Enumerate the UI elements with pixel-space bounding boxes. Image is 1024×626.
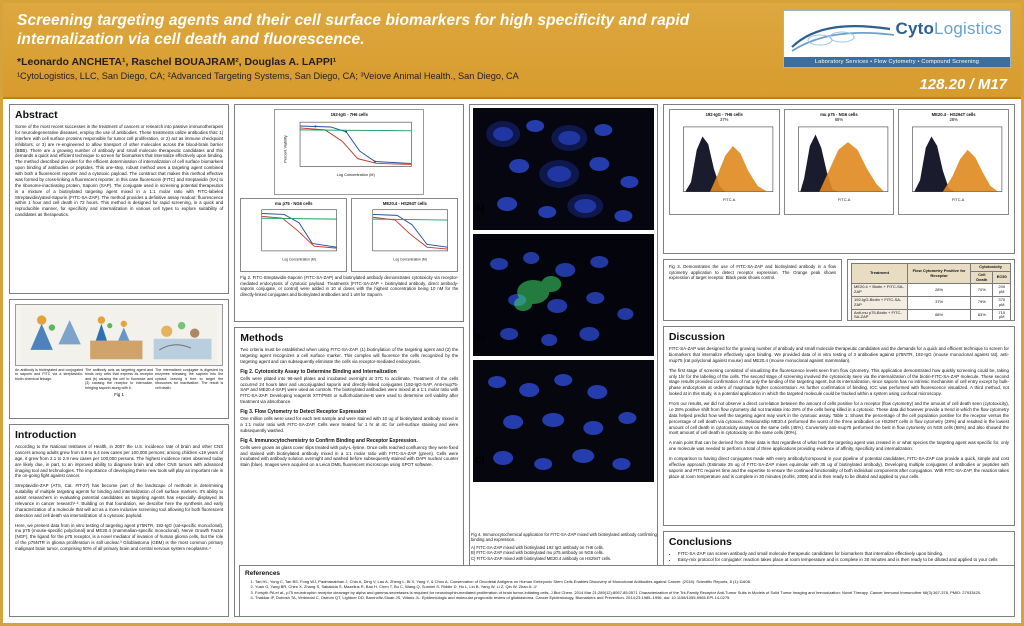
author-list: *Leonardo ANCHETA¹, Raschel BOUAJRAM², Douglas A. LAPPI¹ <box>17 55 337 68</box>
table-cell-flow: 28% <box>908 284 971 297</box>
methods-intro: Two criteria must be established when using FITC-SA-ZAP. (1) biotinylation of the targeting agent and (2) the targeting agent recognizes a cell surface marker. This complex will fluoresce the cells recognized by the targeting agent and can subsequently eliminate the cells via receptor-mediated endocytosis. <box>240 347 459 364</box>
methods-item-2-title: Fig 3. Flow Cytometry to Detect Receptor Expression <box>240 409 367 415</box>
introduction-p1: According to the National Institutes of Health, in 2007 the U.S. incidence rate of brain and other CNS cancers among adults grew from 5.9 to 6.4 new cases per 100,000 persons; among children ≤19 years of age, it grew from 2.1 to 2.9 new cases per 100,000 persons. The highest incidence rates observed today are likely due, in part, to an improved ability to diagnose brain and other CNS tumors with advanced imaging tool and technologies. The importance of developing these new tools will play an important role in the on-going fight against cancer. <box>15 444 224 479</box>
figure-2-caption: Fig 2. FITC-Streptavidin-Saporin (FITC-SA-ZAP) and biotinylated antibody demonstrates cytotoxicity via receptor-mediated endocytosis of cytotoxic payload. Treatments (FITC-SA-ZAP + biotinylated antibody, direct antibody-saporin conjugate, or control) were added in 10 ul doses with the highest concentration being 10 nM for the directly-linked conjugates and biotinylated antibodies and 1 uM for Saporin. <box>240 275 459 297</box>
discussion-p5: In comparison to having direct conjugates made with every antibody/compound in your pipeline of potential candidates, FITC-SA-ZAP can provide a quick, simple and cost effective approach (Estimate 25 ug of FITC-SA-ZAP mixes equimolar with 35 ug of biotinylated antibody). Developing multiple conjugates of antibodies or peptides with saporin and FITC requires time and the expertise to ensure the continued functionality of both individual components after conjugation. With FITC-SA-ZAP, the reaction takes place at room temperature and is complete in 30 minutes (Kohls, 2006) and is then ready to be diluted and applied to your cells. <box>668 456 1009 479</box>
methods-item-2-text: One million cells were used for each test sample and were stained with 10 ug of biotinylated antibody mixed in a 1:1 molar ratio with FITC-SA-ZAP. Cells were treated for 1 hr at 4C for cell-surface staining and were subsequently washed. <box>240 416 459 433</box>
conclusions-heading: Conclusions <box>668 536 732 548</box>
table-cell-death: 70% <box>971 284 993 297</box>
table-header-flow: Flow Cytometry Positive for Receptor <box>908 264 971 284</box>
list-item: • FITC-SA-ZAP can screen antibody and small molecule therapeutic candidates for biomarkers that internalize effectively upon binding. <box>678 551 1009 557</box>
methods-item-3-title: Fig 4. Immunocytochemistry to Confirm Binding and Receptor Expression. <box>240 437 418 444</box>
figure-3-caption-box <box>663 259 842 321</box>
figure-2-panel-1 <box>274 109 424 195</box>
affiliation-list: ¹CytoLogistics, LLC, San Diego, CA; ²Advanced Targeting Systems, San Diego, CA; ³Veiove Animal Health., San Diego, CA <box>17 70 519 81</box>
methods-item-1-title: Fig 2. Cytotoxicity Assay to Determine Binding and Internalization <box>240 368 397 375</box>
micrograph-panel-b <box>473 234 653 356</box>
table-cell-treatment: ME20.4 + Biotin + FITC-SA-ZAP <box>852 284 908 297</box>
table-row <box>852 284 1011 297</box>
discussion-p3: From our results, we did not observe a direct correlation between the amount of cells positive for a receptor (flow cytometry) and the amount of cell death seen (cytotoxicity), i.e 28% positive shift from flow cytometry did not translate into 28% of the cells being killed in a cytotoxic. These data did however provide a trend in which the flow cytometry data helped predict how well the targeting agent may work in the cytotoxic assay. Table 1: Shows the percentage of the cell population positive for the receptor versus the percentage of cell death via cytotoxic. Relationship ME20.4 performed the worst of the three antibodies on HS294T cells in flow cytometry (28%) and resulted in the lowest amount of cell death in cytotoxicity assays on the same cells (45%). Conversely anti-mup75 performed the best in flow cytometry on NG6 cells (68%) and also showed the most amount of cell death in cytotoxicity on the same cells (80%). <box>668 401 1009 436</box>
poster-number: 128.20 / M17 <box>919 76 1007 93</box>
list-item: 1. Tan HL, Yong C, Tan BS, Fong WJ, Padmanabhan J, Chin A, Ding V, Lau A, Zheng L, Bi X, Yang Y, & Choo A. Conservation of Oncofetal Antigens on Human Embryonic Stem Cells Enables Discovery of Monoclonal Antibodies against Cancer. (2018). Scientific Reports, 8 (1):11608. <box>255 579 1009 584</box>
column-4 <box>663 104 1015 617</box>
figure-3-panel-2 <box>784 109 895 215</box>
figure-4-item-c: C) FITC-SA-ZAP mixed with biotinylated ME20.4 antibody on HS294T cells. <box>471 555 612 561</box>
results-table <box>851 263 1011 321</box>
figure-3-panel-3-value: 28% <box>949 117 958 123</box>
figure-3-panel-1-title: 192-IgG - 7H6 cells <box>705 112 743 117</box>
figure-2-panel-2-title: mu p75 - NG6 cells <box>275 201 313 206</box>
micrograph-panel-a <box>473 108 653 230</box>
micrograph-panel-c <box>473 360 653 482</box>
table-cell-treatment: Anti-mu p75-Biotin + FITC-SA-ZAP <box>852 309 908 321</box>
svg-text:Percent Viability: Percent Viability <box>283 135 288 163</box>
micrograph-label-b: B) <box>475 333 485 343</box>
results-table-box <box>847 259 1015 321</box>
table-row <box>852 296 1011 309</box>
figure-2-lower-panels <box>240 198 458 272</box>
flow-histogram-1 <box>672 123 777 207</box>
references-section <box>239 565 1015 617</box>
abstract-section <box>9 104 229 294</box>
column-2 <box>234 104 464 617</box>
methods-item-3-text: Cells were grown as glass cover slips treated with poly-L-lysine. Once cells reached confluency they were fixed and stained with biotinylated antibody mixed in a 1:1 molar ratio with FITC-SA-ZAP (green). Cells were incubated with antibody solution overnight and washed before subsequently stained with DAPI nuclear counter stain (blue). Images were acquired on a Leica DMIL fluorescent microscope using SPOT software. <box>240 444 459 468</box>
micrograph-a-image <box>473 108 653 230</box>
list-item: 2. Yuan G, Yang BR, Chen X, Zhang S, Sakakida S, Mazelius R, Bao H, Chen T, Bu C, Wang Q, Sumimi S, Riddle D, Hu L, Lin B, Yang W, Li Z, Qin W, Zhao A. J/ <box>255 584 1009 589</box>
figure-1-image <box>15 304 223 366</box>
svg-text:FITC-A: FITC-A <box>837 197 850 202</box>
table-cell-ec50: 710 pM <box>993 309 1011 321</box>
methods-heading: Methods <box>240 332 284 344</box>
discussion-section <box>663 326 1015 526</box>
table-subheader-ec50: EC50 <box>993 271 1011 284</box>
table-header-cytotoxicity: Cytotoxicity <box>971 264 1011 272</box>
flow-histogram-3 <box>901 123 1006 207</box>
logo-wordmark: CytoLogistics <box>895 19 1002 38</box>
figure-1-label: Fig 1 <box>114 392 124 398</box>
figure-2-panel-3 <box>351 198 458 272</box>
discussion-p1: FITC-SA-ZAP was designed for the growing number of antibody and small molecule therapeutic candidates and the demands for a quick and efficient technique to screen for biomarkers that internalize effectively upon binding. We provided data of in vitro testing of 3 antibodies against p75NTR, 192-IgG (mouse monoclonal against rat), anti-mup75 (rat polyclonal against mouse) and ME20.4 (mouse monoclonal against mammalian). <box>668 346 1009 363</box>
abstract-text: Some of the most recent successes in the treatment of cancers or research into passive immunotherapies for neurodegenerative diseases, employ the use of antibodies. These treatments utilize antibodies that: 1) interfere with cell surface proteins responsible for tumor cell proliferation, or 2) act as immune checkpoint inhibitors, or 3) are re-engineered to allow transport of other molecules across the blood-brain barrier (BBB). There are a growing number of antibody and small molecule therapeutic candidates and this demands a quick and efficient technique to screen for biomarkers that internalize effectively upon binding. The method described provides for the efficient determination of internalization of cell surface biomarkers upon binding of antibodies or peptides. This one-step, robust method uses a targeting agent combined with both a fluorescent reporter and a cytotoxic payload. The construct that makes this method effective was formed by cross-linking a fluorescent reporter, in this case fluorescein (FITC) and streptavidin (SA) to the ribosome-inactivating protein, Saporin (SAP). The conjugate used in screening potential therapeutics is a mixture of a biotinylated targeting agent mixed in a 1:1 molar ratio with FITC-labeled Streptavidin/yated-Saporin (FITC-SA-ZAP). The method provides a definitive assay readout: fluorescence within 1 hour and cell death in 72 hours. This method is designed for rapid screening, in a quick and reproducible manner, for specificity and internalization in various cell types to explore suitability of candidates as therapeutics. <box>15 124 224 218</box>
svg-text:Log Concentration (M): Log Concentration (M) <box>393 257 428 262</box>
figure-3-panel-3 <box>898 109 1009 215</box>
references-list <box>245 579 1009 600</box>
table-cell-death: 83% <box>971 309 993 321</box>
discussion-p2: The first stage of screening consisted of visualizing the fluorescence levels seen from flow cytometry. This application demonstrated how quickly screening could be, taking only 1hr for the labeling of the cells. The second stage of screening involved the cytotoxicity seen via the internalization of the biotin-FITC-SA-ZAP molecule. These second stage results provided confirmation of not only the binding of the targeting agent, but its internalization, since saporin has no intrinsic mechanism of cell entry except by bulk-phase endocytosis at orders of magnitude higher concentration. As further confirmation of binding, ICC was performed with fluorescence visualized. A third method, not looked at in this study, is a potential application in which the targeted molecule could be tracked within a system using confocal microscopy. <box>668 367 1009 397</box>
svg-text:Log Concentration (M): Log Concentration (M) <box>282 257 317 262</box>
figure-4-item-b: B) FITC-SA-ZAP mixed with biotinylated mu p75 antibody on NG6 cells. <box>471 550 604 556</box>
methods-item-1-text: Cells were plated into 96-well plates and incubated overnight at 37C to acclimate. Treatment of the cells occurred 24 hours later and unconjugated saporin and directly-linked conjugates (192-IgG-SAP, Anti-mup75-SAP and ME20.4-SAP) were used as controls. The biotinylated antibodies were mixed at a 1:1 molar ratio with FITC-SA-ZAP. Developing reagents XTT/PMS or sulforhodamine-B were used to determine cell viability after treatment via absorbance. <box>240 375 459 405</box>
figure-3-caption-and-table <box>663 259 1015 321</box>
figure-4-caption-box <box>471 532 657 561</box>
list-item: 3. Forsyth PA et al., p75 neurotrophin receptor cleavage by alpha and gamma-secretases is required for neurotrophin-mediated proliferation of brain tumor-initiating cells. J Biol Chem. 2014 Mar 21;289(12):8067-85.0571 Characterization of the Trk-Family Receptor Anti-Tumor Suits in Models of Solid Tumor Imaging and Immunization: Novel Therapy. Cancer Immunol Immunother 66(3):367-378, PMID: 27933420. <box>255 590 1009 595</box>
poster-header <box>3 3 1021 99</box>
table-cell-flow: 68% <box>908 309 971 321</box>
dose-response-chart-1 <box>277 117 421 183</box>
introduction-p2: Streptavidin-ZAP (ATS, Cat. #IT-27) has become part of the landscape of methods in determining suitability of multiple targeting agents for binding and internalization of cell surface markers. It's ability to assist researchers in evaluating potential candidates as targeting agents has especially displayed its relevance in cancer research¹·². Building on that foundation, we describe here the synthesis and early characterization of a molecule that will act as a more inclusive screening tool allowing for both fluorescent detection and cell death via internalization of a cytotoxic payload. <box>15 483 224 518</box>
flow-histogram-2 <box>787 123 892 207</box>
figure-3-panel-1-value: 37% <box>720 117 729 123</box>
svg-text:FITC-A: FITC-A <box>722 197 736 202</box>
introduction-section <box>9 424 229 617</box>
conjugate-schematic-icon <box>18 307 220 363</box>
dose-response-chart-2 <box>243 206 344 264</box>
figure-2-section <box>234 104 464 322</box>
table-row <box>852 309 1011 321</box>
abstract-heading: Abstract <box>15 109 58 121</box>
figure-4-caption: Fig 4. Immunocytochemical application for FITC-SA-ZAP mixed with biotinylated antibody confirming binding and expression. <box>471 531 657 543</box>
figure-4-item-a: A) FITC-SA-ZAP mixed with biotinylated 192 IgG antibody on 7H6 cells. <box>471 544 604 550</box>
introduction-heading: Introduction <box>15 429 77 441</box>
figure-3-panels <box>669 109 1009 215</box>
micrograph-c-image <box>473 360 653 482</box>
swoosh-icon <box>790 21 910 55</box>
figure-1-caption-c: The internalized conjugate is digested by enzymes releasing the saporin into the cytosol, leaving it free to target the ribosomes for inactivation. The result is cell death. <box>155 368 224 390</box>
list-item: • Easy-mix protocol for conjugate: reaction takes place at room temperature and is complete in 30 minutes and is then ready to be diluted and applied to your cells <box>678 557 1009 563</box>
svg-text:FITC-A: FITC-A <box>952 197 965 202</box>
page-title: Screening targeting agents and their cell surface biomarkers for high specificity and rapid internalization via cell death and fluorescence. <box>17 12 690 49</box>
micrograph-b-image <box>473 234 653 356</box>
figure-2-panel-3-title: ME20.4 - HS294T cells <box>382 201 427 206</box>
figure-3-caption: Fig 3. Demonstrates the use of FITC-SA-ZAP and biotinylated antibody in a flow cytometry application to detect receptor expression. The Orange peak shows expression of target receptor. Black peak shows control. <box>668 264 836 281</box>
micrograph-label-c: C) <box>475 455 485 465</box>
figure-3-panel-3-title: ME20.4 - HS294T cells <box>931 112 976 117</box>
figure-2-panel-1-title: 192-IgG - 7H6 cells <box>330 112 368 117</box>
discussion-heading: Discussion <box>668 331 725 343</box>
table-cell-flow: 37% <box>908 296 971 309</box>
figure-1-captions <box>15 368 223 390</box>
references-heading: References <box>245 570 281 577</box>
table-header-treatment: Treatment <box>852 264 908 284</box>
cytologistics-logo <box>783 10 1011 68</box>
figure-2-panel-2 <box>240 198 347 272</box>
figure-1-section <box>9 299 229 419</box>
figure-3-panel-2-value: 68% <box>834 117 844 123</box>
figure-3-panel-1 <box>669 109 780 215</box>
figure-1-caption-a: An antibody is biotinylated and conjugated to saporin and FITC via a streptavidin-biotin chemical linkage. <box>15 368 84 381</box>
table-cell-ec50: 200 pM <box>993 284 1011 297</box>
list-item: 4. Thakkar IP, Dobosh TA, Verbindal C, Ostrom QT, Lightner DD, Barnholtz-Sloan JS, Villano JL. Epidemiologic and molecular prognostic review of glioblastoma. Cancer Epidemiology, Biomarkers and Prevention. 2014;23:1985–1996. doi: 10.1158/1055-9965.EPI-14-0275. <box>255 595 1009 600</box>
logo-tagline: Laboratory Services • Flow Cytometry • Compound Screening <box>784 57 1010 67</box>
svg-text:Log Concentration (M): Log Concentration (M) <box>336 173 376 178</box>
table-cell-treatment: 192-IgG-Biotin + FITC-SA-ZAP <box>852 296 908 309</box>
dose-response-chart-3 <box>354 206 455 264</box>
table-cell-ec50: 370 pM <box>993 296 1011 309</box>
figure-1-caption-b: The antibody acts as targeting agent and binds only cells that express its receptor and (b) causing the cell to fluoresce and (3) causing the receptor to internalize, bringing saporin along with it. <box>85 368 154 390</box>
column-1 <box>9 104 229 617</box>
micrograph-label-a: A) <box>475 203 485 213</box>
table-cell-death: 79% <box>971 296 993 309</box>
introduction-p3: Here, we present data from in vitro testing of targeting agent p75NTR, 192-IgG (rat-specific monoclonal), mu p75 (mouse-specific polyclonal) and ME20.4 (mammalian-specific monoclonal). Nerve Growth Factor (NGF), the ligand for the p75 receptor, is a novel mediator of invasion of human glioma cells, but the role of the p75NTR in glioma proliferation is still unclear.³ Glioblastoma (GBM) is the most common primary malignant brain tumor, comprising 50% of all primary brain and central nervous system neoplasms.⁴ <box>15 522 224 551</box>
table-subheader-cell-death: Cell Death <box>971 271 993 284</box>
discussion-p4: A main point that can be derived from these data is that regardless of what host the targeting agent was created in or what species the targeting agent was specific for, only one molecule was needed to perform a total of three applications providing evidence of affinity, specificity and internalization. <box>668 440 1009 452</box>
figure-3-section <box>663 104 1015 254</box>
figure-3-panel-2-title: mu p75 - NG6 cells <box>820 112 858 117</box>
